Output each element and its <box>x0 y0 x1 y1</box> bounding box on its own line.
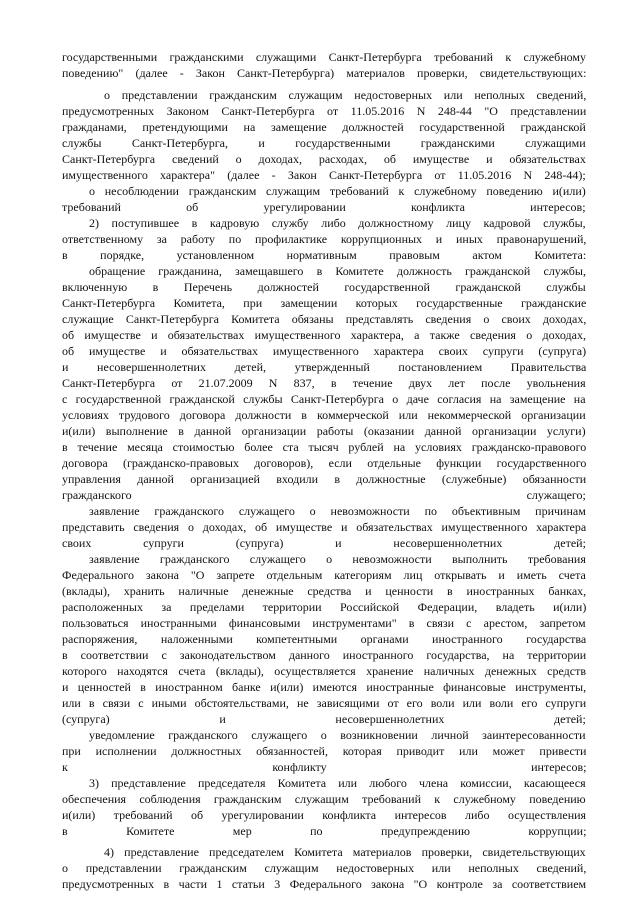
text-line: ответственному за работу по профилактике коррупционных и иных правонарушений, <box>62 232 587 246</box>
text-line: Санкт-Петербурга сведений о доходах, расходах, об имуществе и обязательствах <box>62 152 586 166</box>
text-line: обеспечения соблюдения гражданским служащим требований к служебному поведению <box>62 792 586 806</box>
text-line: об имуществе и обязательствах имущественного характера, а также сведения о доходах, <box>62 328 586 342</box>
text-line: 3) представление председателя Комитета или любого члена комиссии, касающееся <box>89 776 586 790</box>
text-line: гражданами, претендующими на замещение должностей государственной гражданской <box>62 120 586 134</box>
text-line: о представлении гражданским служащим недостоверных или неполных сведений, <box>104 88 587 102</box>
text-line: предусмотренных Законом Санкт-Петербурга от 11.05.2016 N 248-44 "О представлении <box>62 104 587 118</box>
text-line: гражданского служащего; <box>62 488 586 502</box>
text-line: заявление гражданского служащего о невозможности выполнить требования <box>89 552 586 566</box>
text-line: при исполнении должностных обязанностей, которая приводит или может привести <box>62 744 587 758</box>
text-line: службы Санкт-Петербурга, и государственными гражданскими служащими <box>62 136 586 150</box>
text-line: своих супруги (супруга) и несовершеннолетних детей; <box>62 536 586 550</box>
text-line: распоряжения, наложенными компетентными органами иностранного государства <box>62 632 587 646</box>
text-line: и несовершеннолетних детей, утвержденный постановлением Правительства <box>62 360 587 374</box>
text-line: и(или) выполнение в данной организации работы (оказании данной организации услуги) <box>62 424 586 438</box>
text-line: в порядке, установленном нормативным правовым актом Комитета: <box>62 248 587 262</box>
text-line: требований об урегулировании конфликта интересов; <box>62 200 586 214</box>
text-line: условиях трудового договора должности в коммерческой или некоммерческой организации <box>62 408 586 422</box>
text-line: уведомление гражданского служащего о возникновении личной заинтересованности <box>89 728 586 742</box>
text-line: поведению" (далее - Закон Санкт-Петербурга) материалов проверки, свидетельствующих: <box>62 66 587 80</box>
text-line: (вклады), хранить наличные денежные средства и ценности в иностранных банках, <box>62 584 587 598</box>
text-line: заявление гражданского служащего о невозможности по объективным причинам <box>89 504 586 518</box>
text-line: к конфликту интересов; <box>62 760 587 774</box>
text-line: государственными гражданскими служащими Санкт-Петербурга требований к служебному <box>62 50 586 64</box>
text-line: и ценностей в иностранном банке и(или) имеются иностранные финансовые инструменты, <box>62 680 587 694</box>
text-line: договора (гражданско-правовых договоров), если отдельные функции государственного <box>62 456 587 470</box>
text-line: в соответствии с законодательством данного иностранного государства, на территории <box>62 648 587 662</box>
text-line: Санкт-Петербурга Комитета, при замещении которых государственные гражданские <box>62 296 587 310</box>
text-line: предусмотренных в части 1 статьи 3 Федерального закона "О контроле за соответствием <box>62 877 587 891</box>
text-line: управления данной организацией входили в должностные (служебные) обязанности <box>62 472 587 486</box>
text-line: которого находятся счета (вклады), осуществляется хранение наличных денежных средств <box>62 664 587 678</box>
text-line: о несоблюдении гражданским служащим требований к служебному поведению и(или) <box>89 184 586 198</box>
text-line: с государственной гражданской службы Санкт-Петербурга о даче согласия на замещение на <box>62 392 586 406</box>
text-line: 2) поступившее в кадровую службу либо должностному лицу кадровой службы, <box>89 216 586 230</box>
text-line: в Комитете мер по предупреждению коррупции; <box>62 824 587 838</box>
text-line: об имуществе и обязательствах имущественного характера своих супруги (супруга) <box>62 344 587 358</box>
text-line: представить сведения о доходах, об имуществе и обязательствах имущественного характера <box>62 520 587 534</box>
text-line: 4) представление председателем Комитета материалов проверки, свидетельствующих <box>104 845 586 859</box>
text-line: служащие Санкт-Петербурга Комитета обязаны представлять сведения о своих доходах, <box>62 312 587 326</box>
text-line: и(или) требований об урегулировании конфликта интересов либо осуществления <box>62 808 587 822</box>
text-line: в течение месяца стоимостью более ста тысяч рублей на условиях гражданско-правового <box>62 440 587 454</box>
text-line: о представлении гражданским служащим недостоверных или неполных сведений, <box>62 861 587 875</box>
text-line: обращение гражданина, замещавшего в Комитете должность гражданской службы, <box>89 264 586 278</box>
text-line: Санкт-Петербурга от 21.07.2009 N 837, в течение двух лет после увольнения <box>62 376 586 390</box>
text-line: имущественного характера" (далее - Закон Санкт-Петербурга от 11.05.2016 N 248-44); <box>62 168 586 182</box>
text-line: расположенных за пределами территории Российской Федерации, владеть и(или) <box>62 600 587 614</box>
text-line: включенную в Перечень должностей государственной гражданской службы <box>62 280 586 294</box>
text-line: (супруга) и несовершеннолетних детей; <box>62 712 586 726</box>
text-line: Федерального закона "О запрете отдельным категориям лиц открывать и иметь счета <box>62 568 586 582</box>
text-line: пользоваться иностранными финансовыми инструментами" в связи с арестом, запретом <box>62 616 586 630</box>
text-line: или в связи с иными обстоятельствами, не зависящими от его воли или воли его супруги <box>62 696 587 710</box>
